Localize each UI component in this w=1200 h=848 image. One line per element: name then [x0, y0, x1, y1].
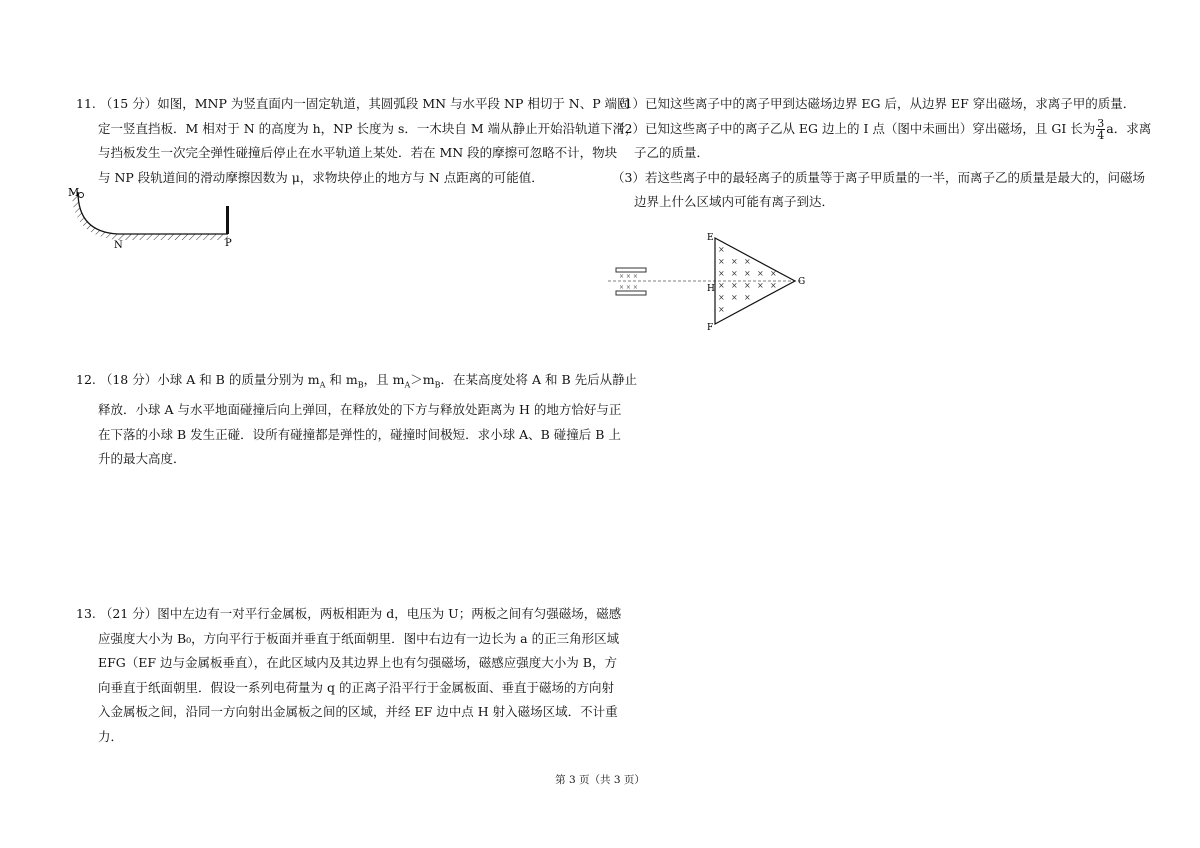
p12-head: 12. （18 分）小球 A 和 B 的质量分别为 m: [76, 372, 320, 387]
p11-track-figure: [68, 184, 248, 254]
label-h: H: [707, 284, 715, 294]
p13-q2-line-2: 子乙的质量．: [634, 145, 710, 160]
svg-text:×: ×: [744, 293, 751, 302]
p13-line-2: 应强度大小为 B₀，方向平行于板面并垂直于纸面朝里．图中右边有一边长为 a 的正三角形区域: [98, 630, 620, 646]
p13-q3-line-1: （3）若这些离子中的最轻离子的质量等于离子甲质量的一半，而离子乙的质量是最大的，问磁场: [612, 169, 1145, 185]
p12-line-1: [76, 368, 638, 398]
p11-line-1: 11. （15 分）如图，MNP 为竖直面内一固定轨道，其圆弧段 MN 与水平段 NP 相切于 N、P 端固: [76, 96, 630, 111]
svg-text:×: ×: [718, 257, 725, 266]
p13-line-1: 13. （21 分）图中左边有一对平行金属板，两板相距为 d，电压为 U；两板之间有匀强磁场，磁感: [76, 606, 622, 621]
svg-text:×: ×: [731, 257, 738, 266]
p13-line-5: 入金属板之间，沿同一方向射出金属板之间的区域，并经 EF 边中点 H 射入磁场区域．不计重: [98, 704, 618, 719]
p12-mid1: 和 m: [325, 372, 358, 387]
p13-q2-tail: a．求离: [1106, 120, 1152, 136]
p12-line-4: 升的最大高度．: [98, 451, 186, 466]
svg-text:×: ×: [718, 269, 725, 278]
label-e: E: [707, 233, 714, 243]
frac-numerator: 3: [1097, 116, 1105, 130]
p12-sub-a: A: [319, 380, 326, 390]
p13-q2-head: （2）已知这些离子中的离子乙从 EG 边上的 I 点（图中未画出）穿出磁场，且 GI 长为: [612, 120, 1096, 136]
p11-line-3: 与挡板发生一次完全弹性碰撞后停止在水平轨道上某处．若在 MN 段的摩擦可忽略不计，物块: [98, 145, 618, 160]
svg-text:×: ×: [718, 281, 725, 290]
p13-q1: （1）已知这些离子中的离子甲到达磁场边界 EG 后，从边界 EF 穿出磁场，求离子甲的质量．: [612, 96, 1136, 111]
p12-line-2: 释放．小球 A 与水平地面碰撞后向上弹回，在释放处的下方与释放处距离为 H 的地方恰好与正: [98, 402, 622, 417]
p13-magnetic-field-figure: [608, 230, 818, 340]
p12-line-3: 在下落的小球 B 发生正碰．设所有碰撞都是弹性的，碰撞时间极短．求小球 A、B 碰撞后 B 上: [98, 426, 621, 442]
svg-text:× × ×: × × ×: [619, 284, 638, 291]
svg-text:×: ×: [744, 281, 751, 290]
p12-mid3: ＞m: [410, 372, 435, 387]
svg-text:×: ×: [718, 293, 725, 302]
fraction-3-4: [1096, 118, 1105, 141]
page-footer: 第 3 页（共 3 页）: [555, 774, 645, 786]
svg-text:×: ×: [757, 269, 764, 278]
p13-line-3: EFG（EF 边与金属板垂直），在此区域内及其边界上也有匀强磁场，磁感应强度大小为 B，方: [98, 655, 617, 670]
p11-line-4: 与 NP 段轨道间的滑动摩擦因数为 μ，求物块停止的地方与 N 点距离的可能值．: [98, 169, 544, 185]
p12-tail: ．在某高度处将 A 和 B 先后从静止: [440, 372, 638, 387]
problem-13: [76, 602, 622, 749]
label-f: F: [707, 323, 714, 333]
svg-text:×: ×: [731, 269, 738, 278]
right-column: [612, 92, 1152, 333]
label-n: N: [114, 240, 123, 251]
svg-text:×: ×: [770, 281, 777, 290]
svg-text:×: ×: [731, 293, 738, 302]
problem-12: [76, 368, 638, 472]
label-m: M: [68, 186, 80, 199]
p12-sub-b: B: [357, 380, 364, 390]
frac-denominator: 4: [1097, 128, 1105, 142]
svg-text:×: ×: [744, 269, 751, 278]
svg-text:×: ×: [744, 257, 751, 266]
svg-text:×: ×: [757, 281, 764, 290]
p13-q3-line-2: 边界上什么区域内可能有离子到达．: [634, 194, 835, 209]
p13-line-6: 力．: [98, 728, 124, 744]
p13-q2-line-1: [612, 116, 1152, 142]
svg-text:×: ×: [718, 305, 725, 314]
p12-sub-b2: B: [434, 380, 441, 390]
p12-sub-a2: A: [404, 380, 411, 390]
label-g: G: [798, 277, 806, 287]
p12-mid2: ，且 m: [363, 372, 405, 387]
p13-line-4: 向垂直于纸面朝里．假设一系列电荷量为 q 的正离子沿平行于金属板面、垂直于磁场的方向射: [98, 679, 614, 695]
label-p: P: [225, 238, 232, 249]
problem-11: [76, 92, 638, 190]
svg-text:×: ×: [731, 281, 738, 290]
p11-line-2: 定一竖直挡板．M 相对于 N 的高度为 h，NP 长度为 s．一木块自 M 端从静止开始沿轨道下滑，: [98, 120, 638, 136]
svg-text:×: ×: [718, 245, 725, 254]
svg-text:×: ×: [770, 269, 777, 278]
svg-text:× × ×: × × ×: [619, 273, 638, 280]
